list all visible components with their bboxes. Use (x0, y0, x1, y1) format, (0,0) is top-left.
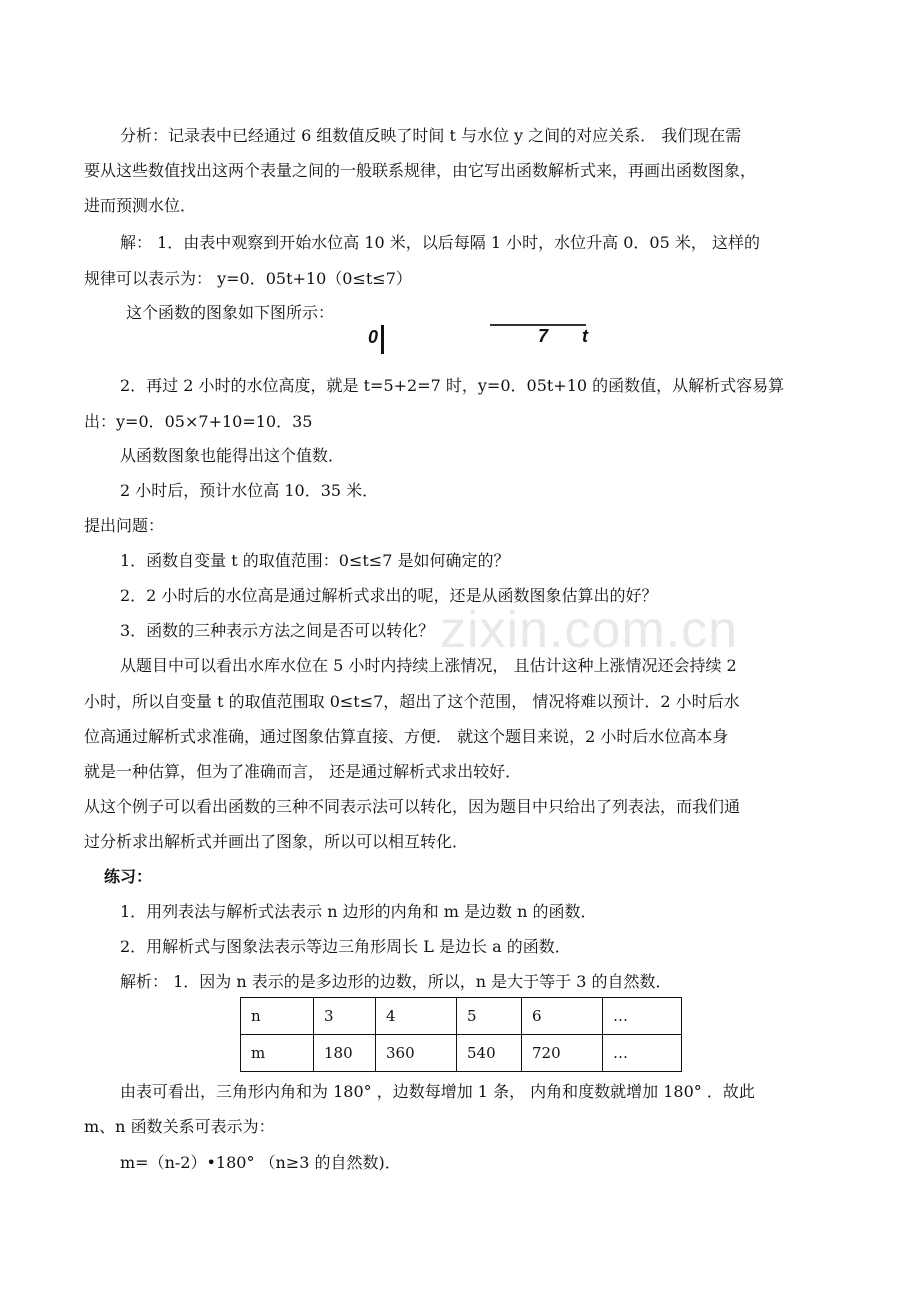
text-line: 解： 1．由表中观察到开始水位高 10 米，以后每隔 1 小时，水位升高 0．05 米， 这样的 (120, 233, 760, 252)
table-cell: … (603, 1035, 682, 1072)
text-line: 2．用解析式与图象法表示等边三角形周长 L 是边长 a 的函数． (120, 937, 571, 956)
graph-y-axis (381, 325, 384, 354)
watermark: zixin.com.cn (440, 601, 739, 659)
section-heading: 练习： (104, 867, 153, 886)
table-cell: 4 (376, 998, 457, 1035)
text-line: 从题目中可以看出水库水位在 5 小时内持续上涨情况， 且估计这种上涨情况还会持续 2 (120, 656, 737, 675)
text-line: 1．函数自变量 t 的取值范围：0≤t≤7 是如何确定的？ (120, 551, 510, 570)
table-row (241, 1035, 682, 1072)
table-cell: 360 (376, 1035, 457, 1072)
text-line: 这个函数的图象如下图所示： (126, 303, 335, 322)
text-line: 提出问题： (84, 516, 165, 535)
text-line: 位高通过解析式求准确，通过图象估算直接、方便． 就这个题目来说，2 小时后水位高本身 (84, 727, 729, 746)
text-line: 就是一种估算，但为了准确而言， 还是通过解析式求出较好． (84, 762, 522, 781)
text-line: 要从这些数值找出这两个表量之间的一般联系规律，由它写出函数解析式来，再画出函数图象， (84, 161, 757, 180)
text-line: 过分析求出解析式并画出了图象，所以可以相互转化． (84, 832, 469, 851)
text-line: m、n 函数关系可表示为： (84, 1117, 275, 1136)
table-cell: n (241, 998, 314, 1035)
text-line: 1．用列表法与解析式法表示 n 边形的内角和 m 是边数 n 的函数． (120, 902, 597, 921)
graph-axis-t-label: t (582, 326, 588, 346)
table-row (241, 998, 682, 1035)
table-cell: 3 (314, 998, 376, 1035)
text-line: 出：y=0．05×7+10=10．35 (84, 412, 313, 431)
table-cell: 720 (522, 1035, 603, 1072)
text-line: m=（n-2）•180° （n≥3 的自然数)． (120, 1153, 401, 1172)
table-cell: 180 (314, 1035, 376, 1072)
graph-tick-7-label: 7 (538, 326, 549, 346)
text-line: 3．函数的三种表示方法之间是否可以转化？ (120, 621, 435, 640)
text-line: 2．再过 2 小时的水位高度，就是 t=5+2=7 时，y=0．05t+10 的函数值，从解析式容易算 (120, 376, 785, 395)
text-line: 规律可以表示为： y=0．05t+10（0≤t≤7） (84, 269, 412, 288)
text-line: 2 小时后，预计水位高 10．35 米． (120, 481, 379, 500)
table-cell: 540 (457, 1035, 522, 1072)
table-cell: 6 (522, 998, 603, 1035)
text-line: 小时，所以自变量 t 的取值范围取 0≤t≤7，超出了这个范围， 情况将难以预计．2 小时后水 (84, 692, 740, 711)
table-cell: 5 (457, 998, 522, 1035)
text-line: 分析：记录表中已经通过 6 组数值反映了时间 t 与水位 y 之间的对应关系． 我们现在需 (120, 126, 742, 145)
text-line: 解析： 1．因为 n 表示的是多边形的边数，所以，n 是大于等于 3 的自然数． (120, 972, 672, 991)
text-line: 由表可看出，三角形内角和为 180° ，边数每增加 1 条， 内角和度数就增加 180° ．故此 (120, 1082, 755, 1101)
text-line: 从函数图象也能得出这个值数． (120, 446, 345, 465)
text-line: 2．2 小时后的水位高是通过解析式求出的呢，还是从函数图象估算出的好？ (120, 586, 658, 605)
graph-origin-label: 0 (368, 327, 379, 347)
table-cell: … (603, 998, 682, 1035)
text-line: 从这个例子可以看出函数的三种不同表示法可以转化，因为题目中只给出了列表法，而我们通 (84, 797, 741, 816)
polygon-angle-table (240, 997, 682, 1072)
text-line: 进而预测水位． (84, 196, 197, 215)
table-cell: m (241, 1035, 314, 1072)
